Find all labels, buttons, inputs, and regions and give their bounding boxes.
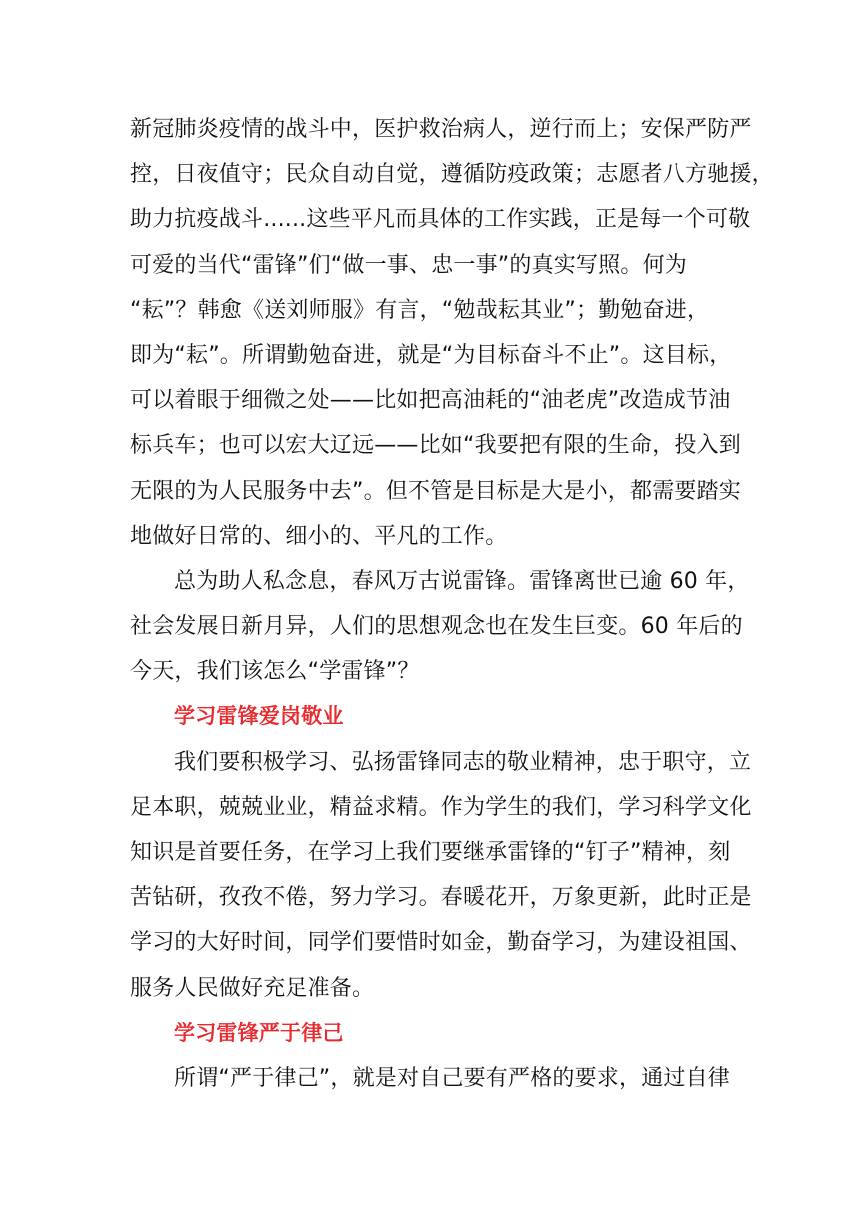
text-line: 足本职，兢兢业业，精益求精。作为学生的我们，学习科学文化 (130, 794, 752, 820)
text-line: 即为“耘”。所谓勤勉奋进，就是“为目标奋斗不止”。这目标， (130, 342, 732, 368)
text-line: 可以着眼于细微之处——比如把高油耗的“油老虎”改造成节油 (130, 388, 731, 414)
text-line: 无限的为人民服务中去”。但不管是目标是大是小，都需要踏实 (130, 478, 741, 504)
text-line: 地做好日常的、细小的、平凡的工作。 (130, 523, 508, 549)
text-line: 服务人民做好充足准备。 (130, 975, 375, 1001)
text-line: 可爱的当代“雷锋”们“做一事、忠一事”的真实写照。何为 (130, 252, 687, 278)
text-line: 控，日夜值守；民众自动自觉，遵循防疫政策；志愿者八方驰援， (130, 162, 774, 188)
section-heading: 学习雷锋严于律己 (174, 1020, 344, 1045)
paragraph-first-line: 我们要积极学习、弘扬雷锋同志的敬业精神，忠于职守，立 (174, 749, 752, 775)
section-heading: 学习雷锋爱岗敬业 (174, 704, 344, 729)
text-line: 苦钻研，孜孜不倦，努力学习。春暖花开，万象更新，此时正是 (130, 885, 752, 911)
text-line: 今天，我们该怎么“学雷锋”？ (130, 659, 420, 685)
text-line: 学习的大好时间，同学们要惜时如金，勤奋学习，为建设祖国、 (130, 930, 752, 956)
text-line: “耘”？韩愈《送刘师服》有言，“勉哉耘其业”；勤勉奋进， (130, 297, 710, 323)
paragraph-first-line: 所谓“严于律己”，就是对自己要有严格的要求，通过自律 (174, 1065, 730, 1091)
paragraph-first-line: 总为助人私念息，春风万古说雷锋。雷锋离世已逾 60 年， (174, 568, 750, 594)
text-line: 知识是首要任务，在学习上我们要继承雷锋的“钉子”精神，刻 (130, 840, 731, 865)
text-line: 标兵车；也可以宏大辽远——比如“我要把有限的生命，投入到 (130, 433, 741, 459)
text-line: 助力抗疫战斗......这些平凡而具体的工作实践，正是每一个可敬 (130, 207, 751, 233)
text-line: 社会发展日新月异，人们的思想观念也在发生巨变。60 年后的 (130, 614, 743, 640)
document-body (130, 107, 774, 1101)
text-line: 新冠肺炎疫情的战斗中，医护救治病人，逆行而上；安保严防严 (130, 117, 752, 142)
